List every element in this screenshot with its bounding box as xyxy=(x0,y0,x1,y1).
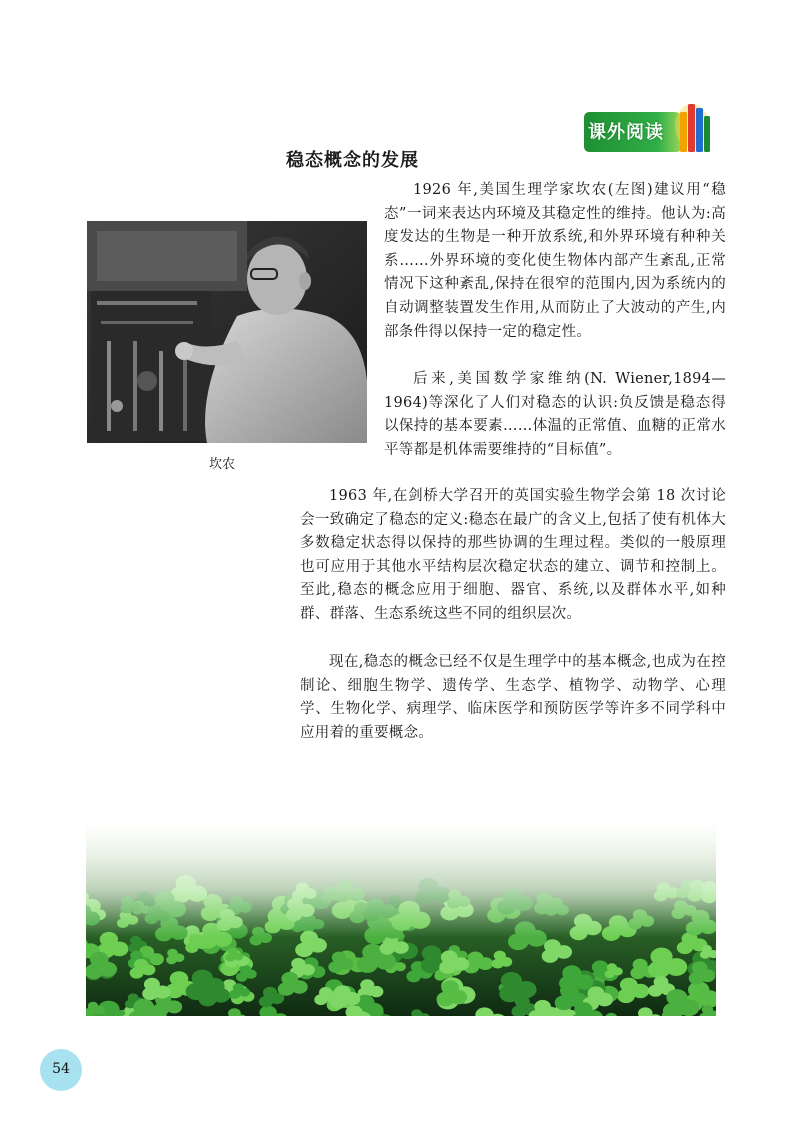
photo-caption: 坎农 xyxy=(209,457,236,472)
paragraph-4: 现在,稳态的概念已经不仅是生理学中的基本概念,也成为在控制论、细胞生物学、遗传学、生态学、植物学、动物学、心理学、生物化学、病理学、临床医学和预防医学等许多不同学科中应用着的重要概念。 xyxy=(300,654,726,741)
article-title: 稳态概念的发展 xyxy=(286,150,419,171)
paragraph-3: 1963 年,在剑桥大学召开的英国实验生物学会第 18 次讨论会一致确定了稳态的定义:稳态在最广的含义上,包括了使有机体大多数稳定状态得以保持的那些协调的生理过程。类似的一般原理也可应用于其他水平结构层次稳定状态的建立、调节和控制上。至此,稳态的概念应用于细胞、器官、系统,以及群体水平,如种群、群落、生态系统这些不同的组织层次。 xyxy=(300,488,726,622)
cannon-photo xyxy=(87,221,367,443)
portrait-illustration xyxy=(87,221,367,443)
page-number-badge xyxy=(40,1049,82,1091)
decorative-clover-image xyxy=(86,820,716,1016)
book-stack-icon xyxy=(674,96,714,158)
clover-illustration xyxy=(86,820,716,1016)
page-number: 54 xyxy=(52,1061,70,1077)
section-badge xyxy=(582,96,714,158)
paragraph-2: 后来,美国数学家维纳(N. Wiener,1894—1964)等深化了人们对稳态的认识:负反馈是稳态得以保持的基本要素……体温的正常值、血糖的正常水平等都是机体需要维持的“目标值”。 xyxy=(384,371,726,458)
badge-label: 课外阅读 xyxy=(588,122,664,143)
paragraph-1: 1926 年,美国生理学家坎农(左图)建议用“稳态”一词来表达内环境及其稳定性的维持。他认为:高度发达的生物是一种开放系统,和外界环境有种种关系……外界环境的变化使生物体内部产生紊乱,正常情况下这种紊乱,保持在很窄的范围内,因为系统内的自动调整装置发生作用,从而防止了大波动的产生,内部条件得以保持一定的稳定性。 xyxy=(384,182,726,340)
